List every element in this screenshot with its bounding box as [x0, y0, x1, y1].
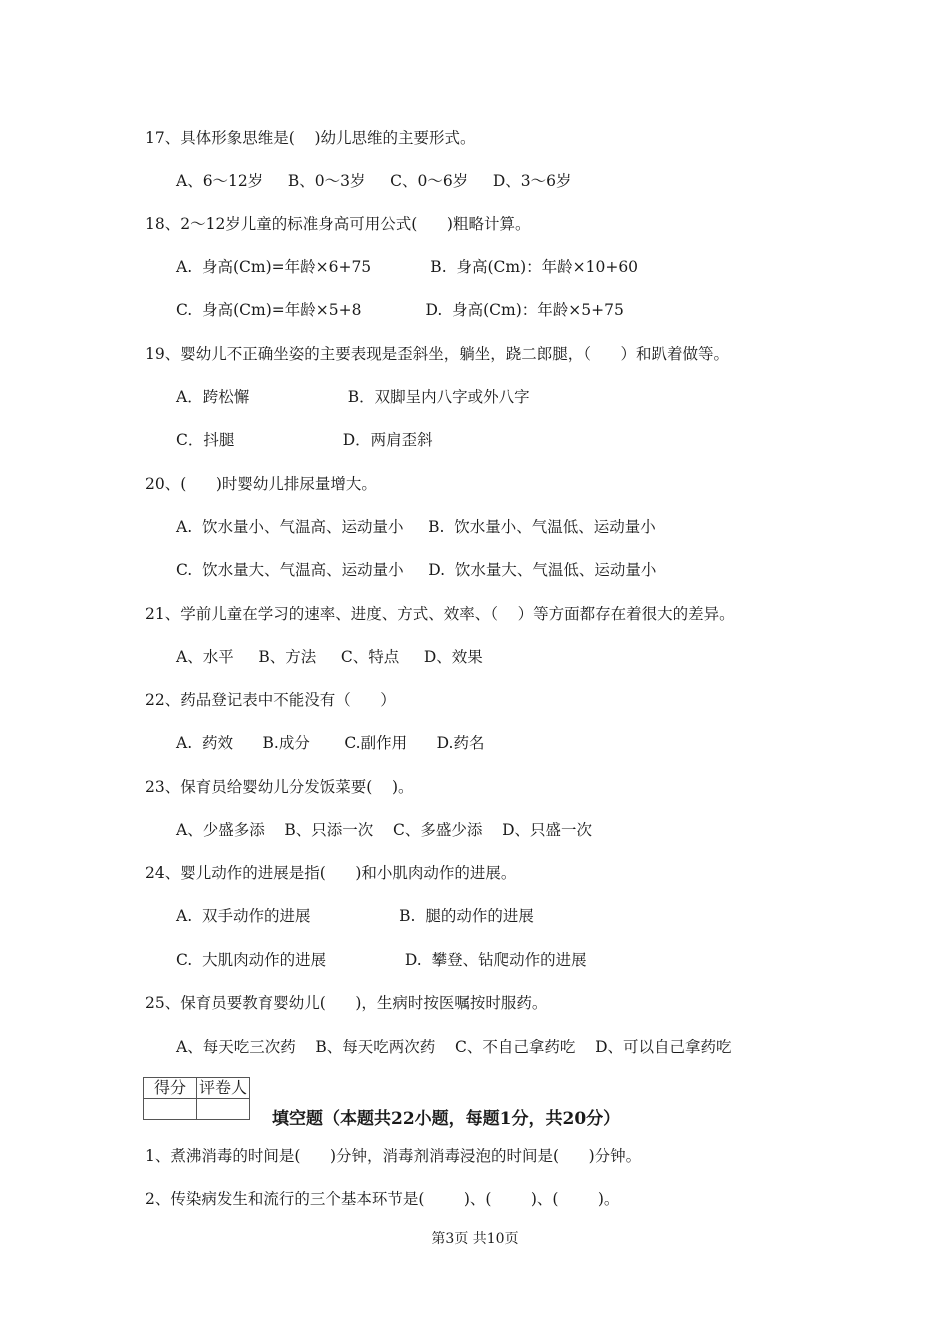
- score-header: 得分: [144, 1078, 197, 1099]
- page-footer: 第3页 共10页: [431, 1231, 519, 1247]
- question-18: 18、2～12岁儿童的标准身高可用公式( )粗略计算。: [145, 215, 531, 233]
- section-title: 填空题（本题共22小题，每题1分，共20分）: [272, 1109, 621, 1129]
- question-19-options-ab: A．跨松懈 B．双脚呈内八字或外八字: [176, 388, 530, 406]
- question-25-options: A、每天吃三次药 B、每天吃两次药 C、不自己拿药吃 D、可以自己拿药吃: [176, 1038, 732, 1056]
- question-18-options-cd: C. 身高(Cm)=年龄×5+8 D. 身高(Cm)：年龄×5+75: [176, 301, 624, 319]
- grader-header: 评卷人: [197, 1078, 250, 1099]
- question-17-options: A、6～12岁 B、0～3岁 C、0～6岁 D、3～6岁: [176, 172, 572, 190]
- question-20: 20、( )时婴幼儿排尿量增大。: [145, 475, 377, 493]
- question-19-options-cd: C．抖腿 D．两肩歪斜: [176, 431, 433, 449]
- question-20-options-ab: A. 饮水量小、气温高、运动量小 B. 饮水量小、气温低、运动量小: [176, 518, 656, 536]
- question-24-options-cd: C. 大肌肉动作的进展 D. 攀登、钻爬动作的进展: [176, 951, 587, 969]
- question-20-options-cd: C. 饮水量大、气温高、运动量小 D. 饮水量大、气温低、运动量小: [176, 561, 657, 579]
- question-22: 22、药品登记表中不能没有（ ）: [145, 691, 396, 709]
- question-25: 25、保育员要教育婴幼儿( )，生病时按医嘱按时服药。: [145, 994, 548, 1012]
- fill-question-2: 2、传染病发生和流行的三个基本环节是( )、( )、( )。: [145, 1190, 620, 1208]
- score-cell: [144, 1099, 197, 1120]
- question-22-options: A. 药效 B.成分 C.副作用 D.药名: [176, 734, 485, 752]
- question-21-options: A、水平 B、方法 C、特点 D、效果: [176, 648, 483, 666]
- grader-cell: [197, 1099, 250, 1120]
- question-21: 21、学前儿童在学习的速率、进度、方式、效率、（ ）等方面都存在着很大的差异。: [145, 605, 735, 623]
- fill-question-1: 1、煮沸消毒的时间是( )分钟，消毒剂消毒浸泡的时间是( )分钟。: [145, 1147, 642, 1165]
- question-17: 17、具体形象思维是( )幼儿思维的主要形式。: [145, 129, 476, 147]
- score-table: [143, 1077, 250, 1120]
- question-24: 24、婴儿动作的进展是指( )和小肌肉动作的进展。: [145, 864, 517, 882]
- question-24-options-ab: A. 双手动作的进展 B. 腿的动作的进展: [176, 907, 534, 925]
- question-18-options-ab: A. 身高(Cm)=年龄×6+75 B. 身高(Cm)：年龄×10+60: [176, 258, 639, 276]
- question-23: 23、保育员给婴幼儿分发饭菜要( )。: [145, 778, 414, 796]
- question-19: 19、婴幼儿不正确坐姿的主要表现是歪斜坐，躺坐，跷二郎腿，（ ）和趴着做等。: [145, 345, 730, 363]
- question-23-options: A、少盛多添 B、只添一次 C、多盛少添 D、只盛一次: [176, 821, 592, 839]
